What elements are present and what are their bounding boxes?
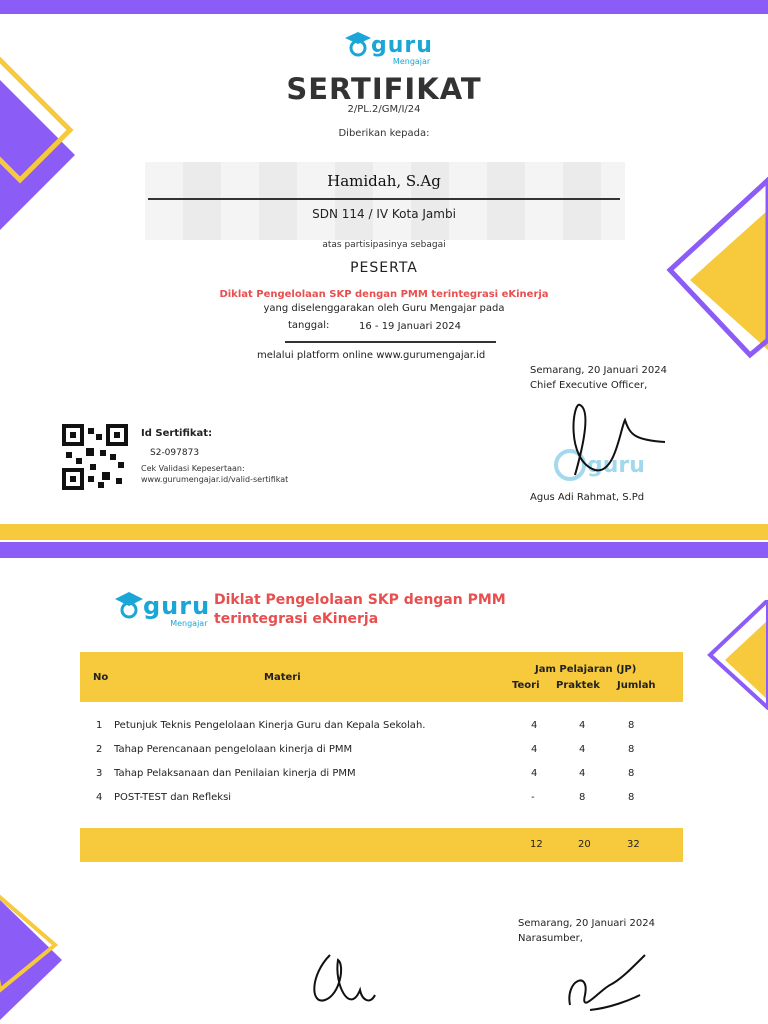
row-praktek: 4 [579, 768, 586, 779]
given-to-label: Diberikan kepada: [338, 128, 430, 139]
left-signature [300, 945, 380, 1024]
row-materi: Tahap Perencanaan pengelolaan kinerja di PMM [114, 744, 353, 755]
place-date: Semarang, 20 Januari 2024 [530, 365, 667, 376]
logo-word: guru [371, 33, 433, 58]
table-header [80, 652, 683, 702]
syllabus-title [214, 591, 506, 629]
table-row [80, 768, 683, 788]
header-praktek: Praktek [556, 680, 600, 691]
row-jumlah: 8 [628, 768, 635, 779]
row-teori: 4 [531, 720, 538, 731]
top-purple-bar [0, 0, 768, 14]
graduation-cap-icon-2 [115, 590, 143, 620]
syllabus-title-line2: terintegrasi eKinerja [214, 611, 379, 627]
ceo-signature [535, 400, 675, 490]
syllabus-signer-role: Narasumber, [518, 933, 583, 944]
right-decor-shape-2 [700, 600, 768, 710]
row-teori: 4 [531, 744, 538, 755]
signer-role: Chief Executive Officer, [530, 380, 648, 391]
id-value: S2-097873 [150, 448, 200, 458]
participation-label: atas partisipasinya sebagai [322, 240, 446, 250]
table-row [80, 792, 683, 812]
top-purple-bar-2 [0, 542, 768, 558]
recipient-name: Hamidah, S.Ag [327, 172, 441, 190]
right-signature [560, 950, 650, 1024]
row-praktek: 4 [579, 744, 586, 755]
row-praktek: 4 [579, 720, 586, 731]
total-praktek: 20 [578, 839, 591, 850]
table-row [80, 744, 683, 764]
header-materi: Materi [264, 672, 301, 683]
row-praktek: 8 [579, 792, 586, 803]
qr-code [62, 424, 128, 490]
syllabus-title-line1: Diklat Pengelolaan SKP dengan PMM [214, 592, 506, 608]
row-materi: Tahap Pelaksanaan dan Penilaian kinerja di PMM [114, 768, 356, 779]
row-materi: Petunjuk Teknis Pengelolaan Kinerja Guru dan Kepala Sekolah. [114, 720, 426, 731]
logo-subtitle-2: Mengajar [170, 619, 208, 628]
row-no: 3 [96, 768, 103, 779]
row-no: 4 [96, 792, 103, 803]
role-label: PESERTA [350, 260, 418, 276]
table-row [80, 720, 683, 740]
total-jumlah: 32 [627, 839, 640, 850]
row-materi: POST-TEST dan Refleksi [114, 792, 232, 803]
event-title: Diklat Pengelolaan SKP dengan PMM terintegrasi eKinerja [219, 289, 549, 300]
date-label: tanggal: [288, 320, 330, 331]
row-no: 2 [96, 744, 103, 755]
row-jumlah: 8 [628, 744, 635, 755]
syllabus-place-date: Semarang, 20 Januari 2024 [518, 918, 655, 929]
logo-subtitle: Mengajar [392, 57, 431, 66]
guru-logo-2 [115, 590, 211, 628]
date-underline [285, 341, 496, 343]
certificate-title: SERTIFIKAT [286, 72, 482, 106]
organizer-text: yang diselenggarakan oleh Guru Mengajar pada [263, 303, 505, 314]
logo-word-2: guru [143, 592, 211, 620]
svg-text:guru: guru [587, 453, 645, 478]
header-jumlah: Jumlah [617, 680, 656, 691]
date-value: 16 - 19 Januari 2024 [359, 321, 461, 332]
header-no: No [93, 672, 109, 683]
validation-label: Cek Validasi Kepesertaan: [141, 464, 245, 473]
syllabus-page [0, 540, 768, 1024]
graduation-cap-icon [345, 30, 371, 58]
total-teori: 12 [530, 839, 543, 850]
certificate-number: 2/PL.2/GM/I/24 [347, 104, 421, 115]
guru-logo [345, 30, 433, 66]
school-name: SDN 114 / IV Kota Jambi [312, 207, 456, 221]
platform-text: melalui platform online www.gurumengajar.id [257, 350, 486, 361]
name-underline [148, 198, 620, 200]
validation-url[interactable]: www.gurumengajar.id/valid-sertifikat [141, 475, 289, 484]
header-jp: Jam Pelajaran (JP) [535, 664, 637, 675]
header-teori: Teori [512, 680, 540, 691]
bottom-yellow-bar [0, 524, 768, 540]
row-jumlah: 8 [628, 792, 635, 803]
row-no: 1 [96, 720, 103, 731]
row-teori: - [531, 792, 535, 803]
left-decor-shape-2 [0, 870, 70, 1024]
row-jumlah: 8 [628, 720, 635, 731]
signer-name: Agus Adi Rahmat, S.Pd [530, 492, 645, 503]
row-teori: 4 [531, 768, 538, 779]
id-label: Id Sertifikat: [141, 428, 213, 439]
totals-row [80, 828, 683, 862]
